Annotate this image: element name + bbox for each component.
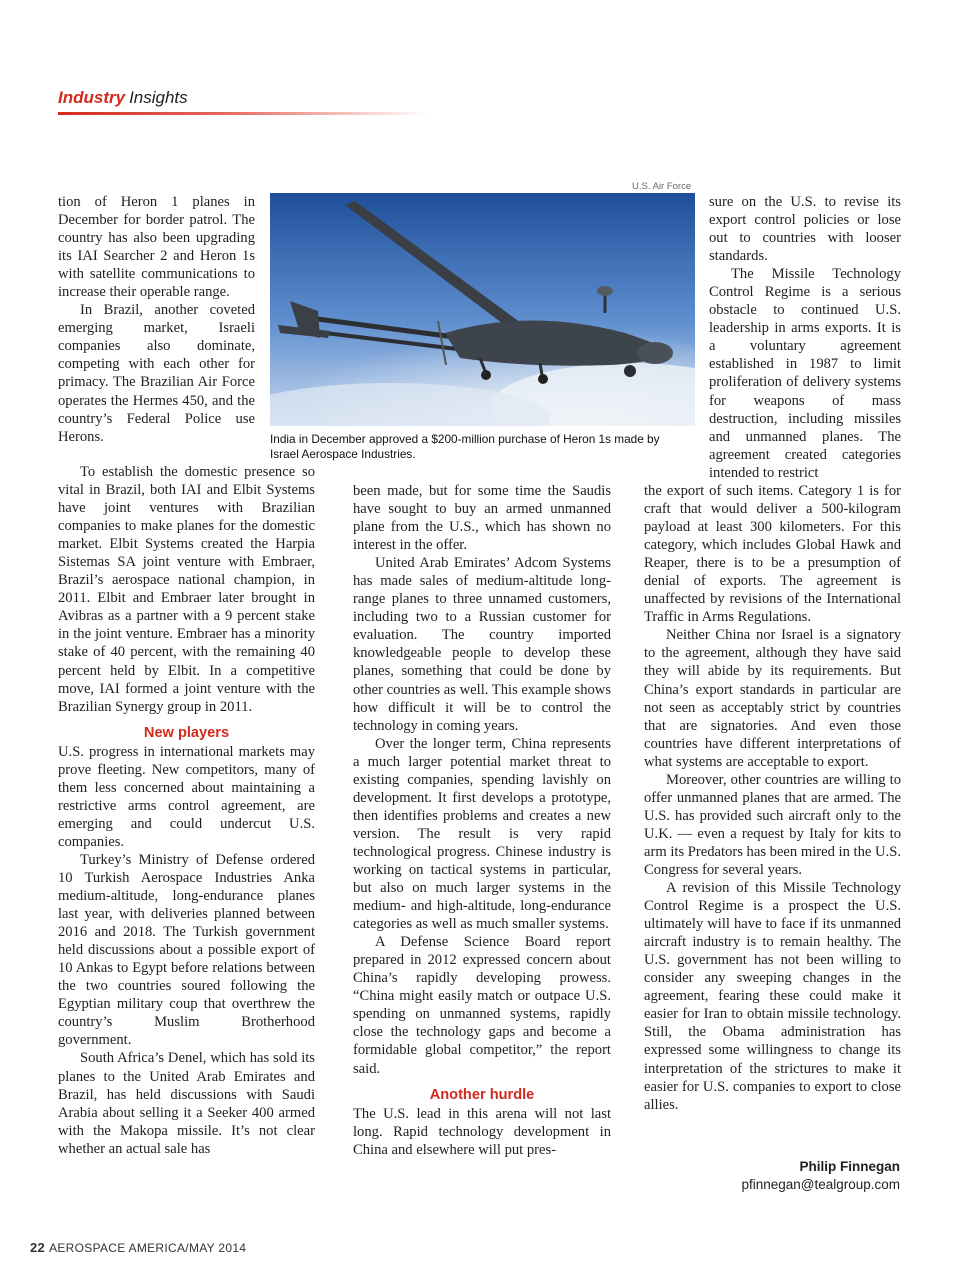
- section-name-rest: Insights: [129, 88, 188, 107]
- subheading-new-players: New players: [143, 724, 230, 741]
- subheading-another-hurdle: Another hurdle: [429, 1086, 535, 1103]
- author-name: Philip Finnegan: [799, 1159, 900, 1174]
- author-signature: [741, 1158, 900, 1194]
- drone-photo: [270, 193, 695, 426]
- paragraph: Neither China nor Israel is a signatory to the agreement, although they have said they will abide by its requirements. But China’s export standards in particular are not seen as acceptably strict by countries that are signatories. And even those countries have different interpretations of what systems are acceptable to export.: [644, 627, 901, 770]
- paragraph: South Africa’s Denel, which has sold its planes to the United Arab Emirates and Brazil, has held discussions with Saudi Arabia about selling it a Seeker 400 armed with the Makopa missile. It’s not clear whether an actual sale has: [58, 1050, 315, 1157]
- header-rule: [58, 112, 428, 115]
- paragraph: been made, but for some time the Saudis have sought to buy an armed unmanned plane from the U.S., which has shown no interest in the offer.: [353, 483, 611, 554]
- drone-image: [270, 193, 695, 426]
- paragraph: Moreover, other countries are willing to offer unmanned planes that are armed. The U.S. has provided such aircraft only to the U.K. — even a request by Italy for kits to arm its Predators has been mired in the U.S. Congress for several years.: [644, 771, 901, 878]
- paragraph: A revision of this Missile Technology Control Regime is a prospect the U.S. ultimately will have to face if its unmanned aircraft industry is to remain healthy. The U.S. government has not been willing to consider any sweeping changes in the agreement, fearing these could make it easier for Iran to obtain missile technology. Still, the Obama administration has expressed some willingness to change its interpretation of the strictures to make it easier for U.S. companies to export to close allies.: [644, 880, 901, 1113]
- paragraph: Over the longer term, China represents a much larger potential market threat to existing companies, spending lavishly on development. It first develops a prototype, then identifies problems and creates a new version. The result is very rapid technological progress. Chinese industry is working on tactical systems in particular, but also on much larger systems in the medium- and high-altitude, long-endurance categories as well as much smaller systems.: [353, 735, 611, 933]
- photo-credit: U.S. Air Force: [632, 181, 692, 192]
- right-column-top: [709, 193, 901, 482]
- paragraph: U.S. progress in international markets may prove fleeting. New competitors, many of them less concerned about maintaining a restrictive arms control agreement, are emerging and could undercut U.S. companies.: [58, 743, 315, 850]
- left-column-top: [58, 193, 255, 446]
- paragraph: sure on the U.S. to revise its export control policies or lose out to countries with looser standards.: [709, 194, 901, 265]
- paragraph: A Defense Science Board report prepared in 2012 expressed concern about China’s rapidly developing prowess. “China might easily match or outpace U.S. spending on unmanned systems, rapidly close the technology gaps and become a formidable global competitor,” the report said.: [353, 934, 611, 1077]
- paragraph: United Arab Emirates’ Adcom Systems has made sales of medium-altitude long-range planes to three unnamed customers, including two to a Russian customer for evaluation. The country imported knowledgeable people to develop these planes, something that could be done by other countries as well. This example shows how difficult it will be to control the technology in coming years.: [353, 555, 611, 734]
- photo-caption: India in December approved a $200-million purchase of Heron 1s made by Israel Aerospace Industries.: [270, 432, 660, 461]
- section-header: [58, 88, 188, 108]
- paragraph: tion of Heron 1 planes in December for border patrol. The country has also been upgrading its IAI Searcher 2 and Heron 1s with satellite communications to increase their operable range.: [58, 194, 255, 301]
- author-email[interactable]: pfinnegan@tealgroup.com: [741, 1177, 900, 1192]
- paragraph: In Brazil, another coveted emerging market, Israeli companies also dominate, competing with each other for primacy. The Brazilian Air Force operates the Hermes 450, and the country’s Federal Police use Herons.: [58, 302, 255, 445]
- right-column-bottom: [644, 482, 901, 1114]
- section-name-bold: Industry: [58, 88, 126, 107]
- paragraph: Turkey’s Ministry of Defense ordered 10 Turkish Aerospace Industries Anka medium-altitude, long-endurance planes last year, with deliveries planned between 2016 and 2018. The Turkish government held discussions about a possible export of 10 Ankas to Egypt before relations between the two countries soured following the Egyptian military coup that overthrew the country’s Muslim Brotherhood government.: [58, 851, 315, 1049]
- paragraph: the export of such items. Category 1 is for craft that would deliver a 500-kilogram payload at least 300 kilometers. For this category, which includes Global Hawk and Reaper, there is to be a presumption of denial of exports. The agreement is unaffected by revisions of the International Traffic in Arms Regulations.: [644, 483, 901, 626]
- middle-column: [353, 482, 611, 1159]
- paragraph: To establish the domestic presence so vital in Brazil, both IAI and Elbit Systems have joint ventures with Brazilian companies to make planes for the domestic market. Elbit Systems created the Harpia Sistemas SA joint venture with Embraer, Brazil’s aerospace national champion, in 2011. Elbit and Embraer later brought in Avibras as a partner with a 9 percent stake in the joint venture. Embraer has a minority stake of 40 percent, with the remaining 40 percent held by Elbit. In a competitive move, IAI formed a joint venture with the Brazilian Synergy group in 2011.: [58, 464, 315, 715]
- paragraph: The Missile Technology Control Regime is a serious obstacle to continued U.S. leadership in arms exports. It is a voluntary agreement established in 1987 to limit proliferation of delivery systems for weapons of mass destruction, including missiles and unmanned planes. The agreement created categories intended to restrict: [709, 266, 901, 481]
- page-footer: [30, 1240, 246, 1255]
- publication-info: AEROSPACE AMERICA/MAY 2014: [49, 1241, 247, 1255]
- page-number: 22: [30, 1240, 46, 1255]
- left-column-bottom: [58, 463, 315, 1158]
- paragraph: The U.S. lead in this arena will not last long. Rapid technology development in China and elsewhere will put pres-: [353, 1105, 611, 1158]
